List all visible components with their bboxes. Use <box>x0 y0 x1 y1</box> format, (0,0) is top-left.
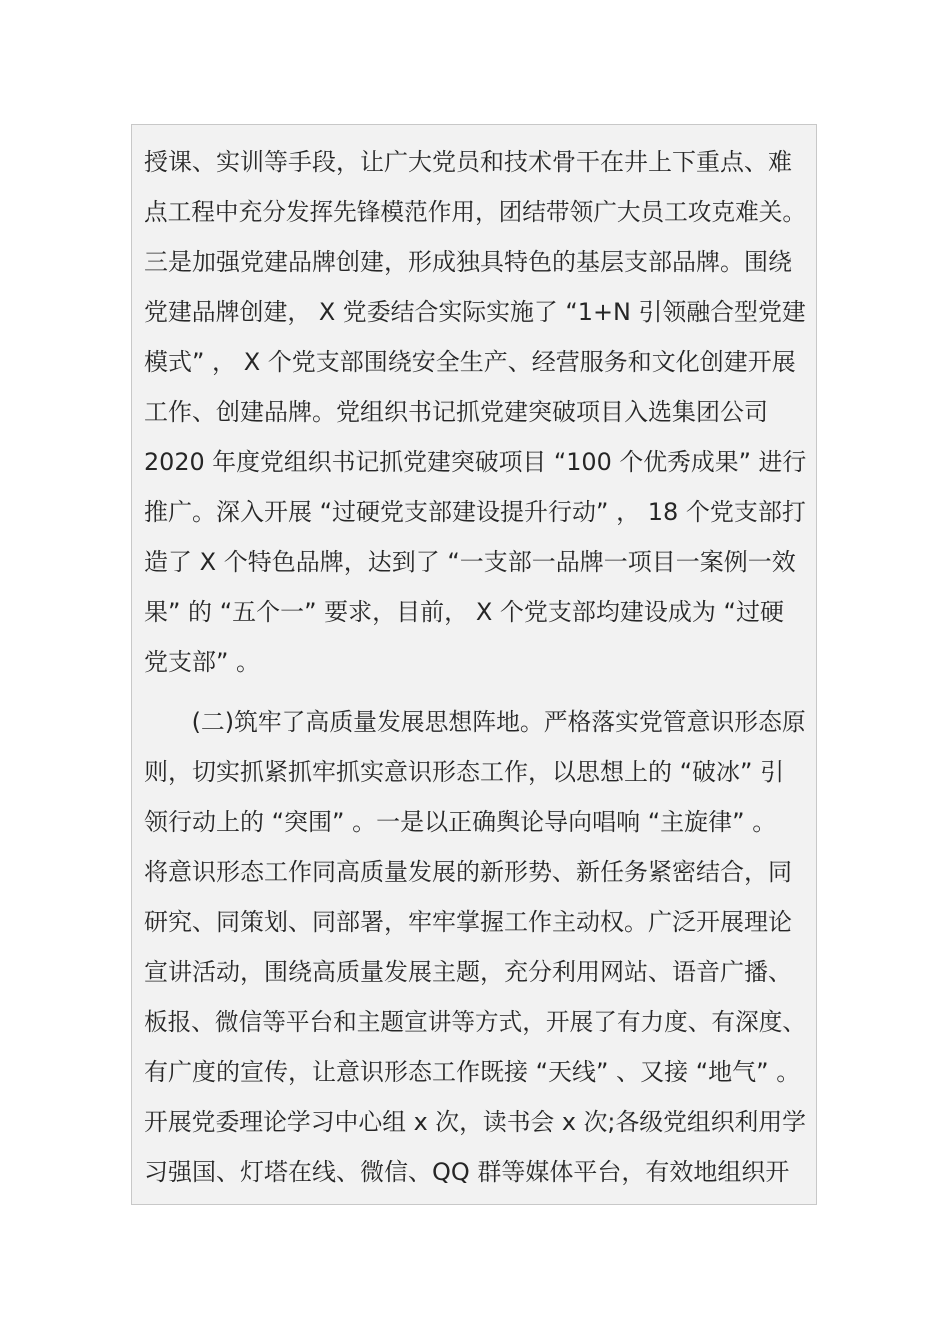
text-line: 研究、同策划、同部署，牢牢掌握工作主动权。广泛开展理论 <box>144 908 792 936</box>
text-line: 有广度的宣传，让意识形态工作既接 “天线” 、又接 “地气” 。 <box>144 1058 801 1086</box>
text-block <box>131 124 817 1205</box>
text-line: 点工程中充分发挥先锋模范作用，团结带领广大员工攻克难关。 <box>144 198 806 226</box>
text-line: 造了 X 个特色品牌，达到了 “一支部一品牌一项目一案例一效 <box>144 548 796 576</box>
text-line: 工作、创建品牌。党组织书记抓党建突破项目入选集团公司 <box>144 398 768 426</box>
text-line: 习强国、灯塔在线、微信、QQ 群等媒体平台，有效地组织开 <box>144 1158 790 1186</box>
text-line: 推广。深入开展 “过硬党支部建设提升行动” ， 18 个党支部打 <box>144 498 806 526</box>
text-line: 党支部” 。 <box>144 648 261 676</box>
text-line: 将意识形态工作同高质量发展的新形势、新任务紧密结合，同 <box>144 858 792 886</box>
text-line: 2020 年度党组织书记抓党建突破项目 “100 个优秀成果” 进行 <box>144 448 807 476</box>
text-line: 则，切实抓紧抓牢抓实意识形态工作，以思想上的 “破冰” 引 <box>144 758 785 786</box>
text-line: 三是加强党建品牌创建，形成独具特色的基层支部品牌。围绕 <box>144 248 792 276</box>
text-line: 板报、微信等平台和主题宣讲等方式，开展了有力度、有深度、 <box>144 1008 806 1036</box>
text-line: 模式” ， X 个党支部围绕安全生产、经营服务和文化创建开展 <box>144 348 796 376</box>
text-line: (二)筑牢了高质量发展思想阵地。严格落实党管意识形态原 <box>144 708 806 736</box>
text-line: 果” 的 “五个一” 要求，目前， X 个党支部均建设成为 “过硬 <box>144 598 784 626</box>
text-line: 党建品牌创建， X 党委结合实际实施了 “1+N 引领融合型党建 <box>144 298 806 326</box>
text-line: 宣讲活动，围绕高质量发展主题，充分利用网站、语音广播、 <box>144 958 792 986</box>
text-line: 开展党委理论学习中心组 x 次，读书会 x 次;各级党组织利用学 <box>144 1108 807 1136</box>
text-line: 授课、实训等手段，让广大党员和技术骨干在井上下重点、难 <box>144 148 792 176</box>
text-line: 领行动上的 “突围” 。一是以正确舆论导向唱响 “主旋律” 。 <box>144 808 777 836</box>
